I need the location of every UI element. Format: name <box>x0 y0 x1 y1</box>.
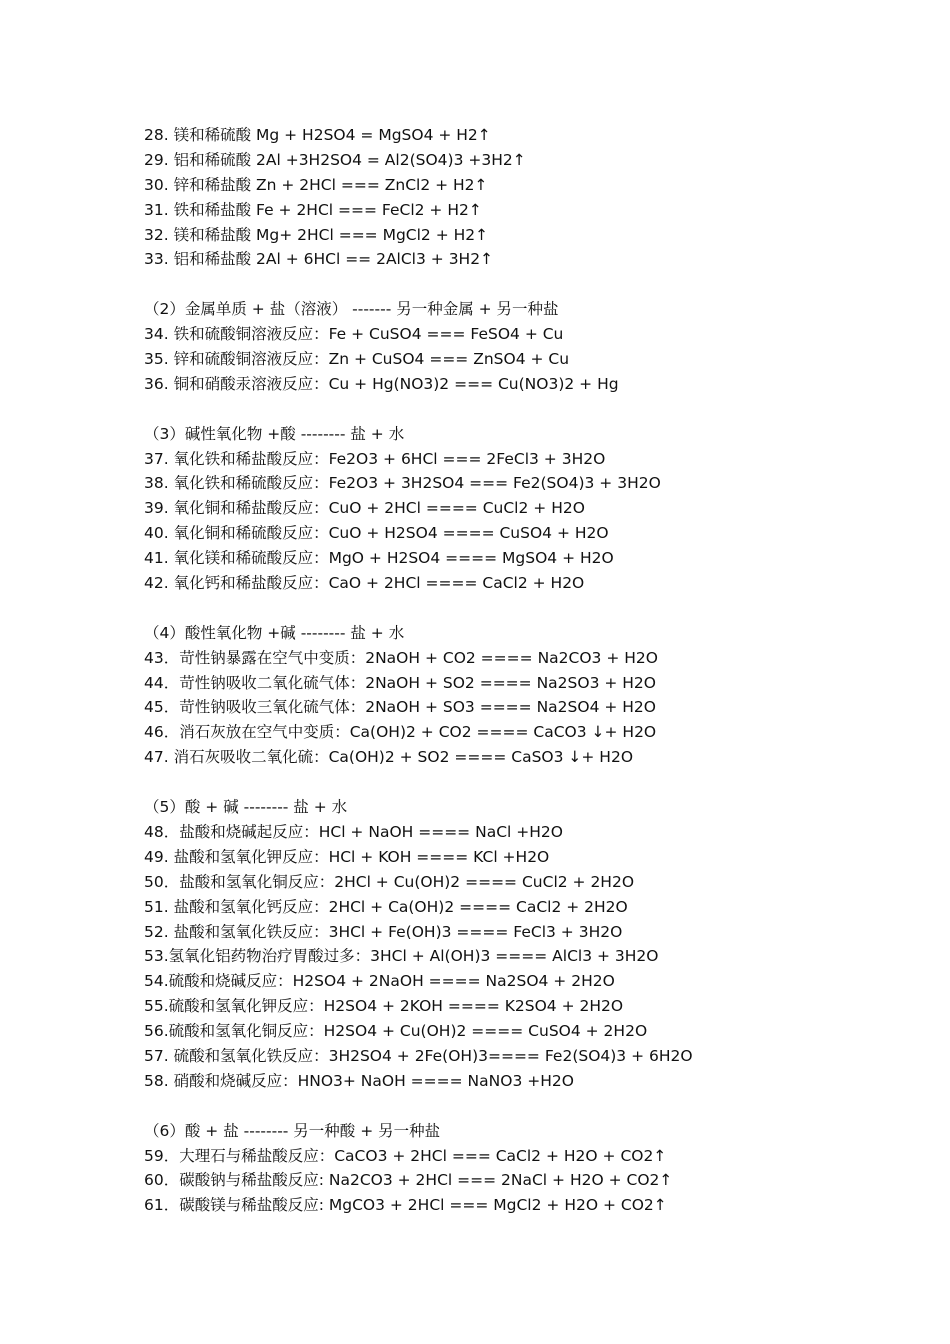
text-line-37: 37. 氧化铁和稀盐酸反应：Fe2O3 + 6HCl === 2FeCl3 + 3H2O <box>144 449 606 468</box>
text-line-49: 49. 盐酸和氢氧化钾反应：HCl + KOH ==== KCl +H2O <box>144 847 550 866</box>
text-line-31: 31. 铁和稀盐酸 Fe + 2HCl === FeCl2 + H2↑ <box>144 200 482 219</box>
text-line-56: 56.硫酸和氢氧化铜反应：H2SO4 + Cu(OH)2 ==== CuSO4 + 2H2O <box>144 1022 648 1041</box>
blank-line <box>144 596 924 621</box>
text-line-50: 50．盐酸和氢氧化铜反应：2HCl + Cu(OH)2 ==== CuCl2 + 2H2O <box>144 872 635 891</box>
text-line-29: 29. 铝和稀硫酸 2Al +3H2SO4 = Al2(SO4)3 +3H2↑ <box>144 150 526 169</box>
text-line-44: 44．苛性钠吸收二氧化硫气体：2NaOH + SO2 ==== Na2SO3 + H2O <box>144 673 656 692</box>
text-line-47: 47. 消石灰吸收二氧化硫：Ca(OH)2 + SO2 ==== CaSO3 ↓+ H2O <box>144 748 634 767</box>
text-line-38: 38. 氧化铁和稀硫酸反应：Fe2O3 + 3H2SO4 === Fe2(SO4)3 + 3H2O <box>144 474 661 493</box>
blank-line <box>144 397 924 422</box>
text-line-34: 34. 铁和硫酸铜溶液反应：Fe + CuSO4 === FeSO4 + Cu <box>144 325 564 344</box>
section-heading-5: （5）酸 + 碱 -------- 盐 + 水 <box>144 798 348 817</box>
section-heading-6: （6）酸 + 盐 -------- 另一种酸 + 另一种盐 <box>144 1121 441 1140</box>
text-line-53: 53.氢氧化铝药物治疗胃酸过多：3HCl + Al(OH)3 ==== AlCl3 + 3H2O <box>144 947 659 966</box>
text-line-54: 54.硫酸和烧碱反应：H2SO4 + 2NaOH ==== Na2SO4 + 2H2O <box>144 972 615 991</box>
text-line-45: 45．苛性钠吸收三氧化硫气体：2NaOH + SO3 ==== Na2SO4 + H2O <box>144 698 656 717</box>
text-line-58: 58. 硝酸和烧碱反应：HNO3+ NaOH ==== NaNO3 +H2O <box>144 1071 574 1090</box>
text-line-51: 51. 盐酸和氢氧化钙反应：2HCl + Ca(OH)2 ==== CaCl2 + 2H2O <box>144 897 628 916</box>
text-line-42: 42. 氧化钙和稀盐酸反应：CaO + 2HCl ==== CaCl2 + H2O <box>144 574 585 593</box>
text-line-52: 52. 盐酸和氢氧化铁反应：3HCl + Fe(OH)3 ==== FeCl3 + 3H2O <box>144 922 623 941</box>
text-line-48: 48．盐酸和烧碱起反应：HCl + NaOH ==== NaCl +H2O <box>144 822 563 841</box>
text-line-40: 40. 氧化铜和稀硫酸反应：CuO + H2SO4 ==== CuSO4 + H2O <box>144 524 609 543</box>
blank-line <box>144 272 924 297</box>
text-line-59: 59．大理石与稀盐酸反应：CaCO3 + 2HCl === CaCl2 + H2O + CO2↑ <box>144 1146 667 1165</box>
blank-line <box>144 770 924 795</box>
section-heading-4: （4）酸性氧化物 +碱 -------- 盐 + 水 <box>144 623 405 642</box>
section-heading-2: （2）金属单质 + 盐（溶液） ------- 另一种金属 + 另一种盐 <box>144 300 559 319</box>
text-line-55: 55.硫酸和氢氧化钾反应：H2SO4 + 2KOH ==== K2SO4 + 2H2O <box>144 997 624 1016</box>
section-heading-3: （3）碱性氧化物 +酸 -------- 盐 + 水 <box>144 424 405 443</box>
text-line-41: 41. 氧化镁和稀硫酸反应：MgO + H2SO4 ==== MgSO4 + H2O <box>144 549 614 568</box>
blank-line <box>144 1094 924 1119</box>
text-line-28: 28. 镁和稀硫酸 Mg + H2SO4 = MgSO4 + H2↑ <box>144 126 491 144</box>
text-line-43: 43．苛性钠暴露在空气中变质：2NaOH + CO2 ==== Na2CO3 + H2O <box>144 648 658 667</box>
text-line-57: 57. 硫酸和氢氧化铁反应：3H2SO4 + 2Fe(OH)3==== Fe2(SO4)3 + 6H2O <box>144 1046 693 1065</box>
text-line-33: 33. 铝和稀盐酸 2Al + 6HCl == 2AlCl3 + 3H2↑ <box>144 250 494 269</box>
text-line-35: 35. 锌和硫酸铜溶液反应：Zn + CuSO4 === ZnSO4 + Cu <box>144 350 570 369</box>
text-line-61: 61．碳酸镁与稀盐酸反应: MgCO3 + 2HCl === MgCl2 + H2O + CO2↑ <box>144 1196 667 1215</box>
text-line-36: 36. 铜和硝酸汞溶液反应：Cu + Hg(NO3)2 === Cu(NO3)2 + Hg <box>144 374 619 393</box>
document-body <box>144 123 924 1218</box>
text-line-39: 39. 氧化铜和稀盐酸反应：CuO + 2HCl ==== CuCl2 + H2O <box>144 499 585 518</box>
text-line-30: 30. 锌和稀盐酸 Zn + 2HCl === ZnCl2 + H2↑ <box>144 175 488 194</box>
text-line-46: 46．消石灰放在空气中变质：Ca(OH)2 + CO2 ==== CaCO3 ↓+ H2O <box>144 723 657 742</box>
text-line-32: 32. 镁和稀盐酸 Mg+ 2HCl === MgCl2 + H2↑ <box>144 225 489 244</box>
text-line-60: 60．碳酸钠与稀盐酸反应: Na2CO3 + 2HCl === 2NaCl + H2O + CO2↑ <box>144 1171 673 1190</box>
